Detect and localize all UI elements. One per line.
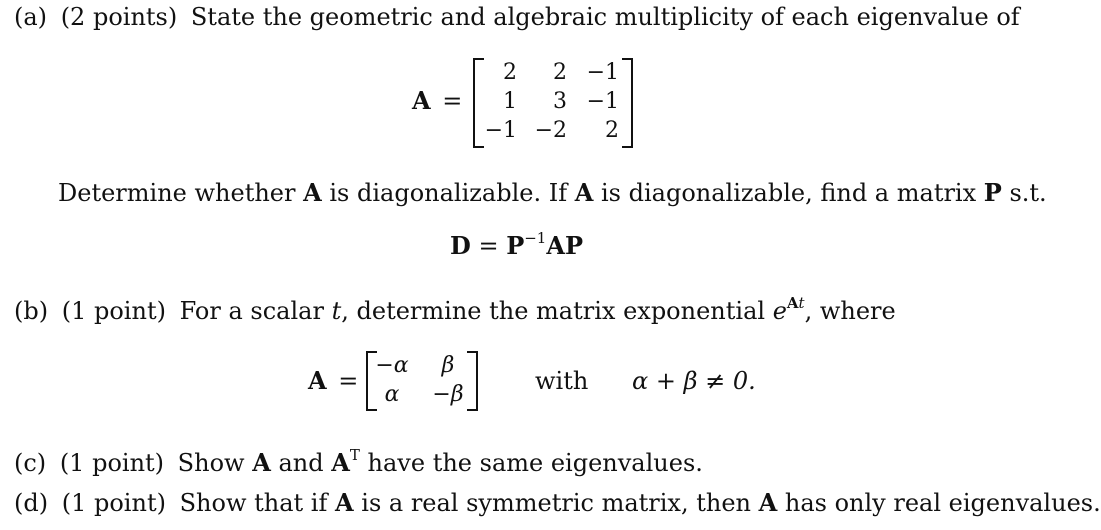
part-d-text-2: is a real symmetric matrix, then <box>361 489 751 517</box>
part-b-points: (1 point) <box>61 297 166 325</box>
eq-p: P <box>506 231 525 260</box>
part-d-text-1: Show that if <box>179 489 328 517</box>
part-a-label: (a) <box>14 3 48 31</box>
question-bold-a-2: A <box>574 178 594 207</box>
matrix-cell: 2 <box>503 60 517 85</box>
part-c-a: A <box>252 448 271 477</box>
question-text-2: is diagonalizable. If <box>329 179 568 207</box>
part-d-a1: A <box>335 488 354 517</box>
question-text-1: Determine whether <box>58 179 296 207</box>
exp-a: A <box>786 294 799 312</box>
exp-e: e <box>772 297 787 325</box>
matrix-cell: 2 <box>605 118 619 143</box>
part-c-text-3: have the same eigenvalues. <box>367 449 703 477</box>
question-bold-p: P <box>983 178 1002 207</box>
part-d-line <box>14 488 1101 518</box>
matrix-b-equals: = <box>338 367 359 395</box>
matrix-right-bracket <box>467 351 478 411</box>
part-d-points: (1 point) <box>61 489 166 517</box>
part-b-prompt-3: , where <box>804 297 896 325</box>
matrix-cell: −β <box>432 382 464 407</box>
part-c-at: A <box>331 448 350 477</box>
part-c-text-1: Show <box>177 449 245 477</box>
question-bold-a-1: A <box>303 178 322 207</box>
matrix-cell: −α <box>375 353 409 378</box>
part-c-line <box>14 448 703 478</box>
eq-ap: AP <box>546 231 584 260</box>
matrix-right-bracket <box>622 58 633 148</box>
part-d-text-3: has only real eigenvalues. <box>784 489 1101 517</box>
part-c-text-2: and <box>278 449 324 477</box>
matrix-a-name: A <box>412 86 431 115</box>
part-d-a2: A <box>758 488 778 517</box>
condition: α + β ≠ 0. <box>632 367 756 395</box>
part-a-question <box>58 178 1047 208</box>
matrix-cell: −1 <box>586 89 619 114</box>
matrix-cell: 1 <box>503 89 517 114</box>
part-a-points: (2 points) <box>60 3 178 31</box>
diagonalization-equation <box>450 231 583 261</box>
matrix-cell: α <box>384 382 400 407</box>
matrix-cell: β <box>441 353 455 378</box>
matrix-cell: −1 <box>484 118 517 143</box>
part-a-matrix-lhs <box>412 86 462 116</box>
transpose-mark: T <box>349 446 360 464</box>
part-b-var-t: t <box>331 297 342 325</box>
matrix-b-name: A <box>308 366 327 395</box>
eq-equals: = <box>470 232 507 260</box>
part-a-line <box>14 2 1020 32</box>
part-a-prompt: State the geometric and algebraic multiplicity of each eigenvalue of <box>190 3 1020 31</box>
part-b-matrix <box>366 351 478 411</box>
part-b-label: (b) <box>14 297 49 325</box>
question-text-4: s.t. <box>1009 179 1047 207</box>
part-b-matrix-lhs <box>308 366 358 396</box>
with-label: with <box>535 367 589 395</box>
part-b-prompt-2: , determine the matrix exponential <box>341 297 766 325</box>
matrix-cell: −2 <box>534 118 567 143</box>
matrix-cell: 3 <box>553 89 567 114</box>
eq-d: D <box>450 231 471 260</box>
part-b-line <box>14 296 896 326</box>
matrix-cell: −1 <box>586 60 619 85</box>
exp-t: t <box>798 294 805 312</box>
part-c-points: (1 point) <box>59 449 165 477</box>
matrix-cell: 2 <box>553 60 567 85</box>
matrix-a-equals: = <box>442 87 463 115</box>
part-c-label: (c) <box>14 449 47 477</box>
part-b-prompt-1: For a scalar <box>179 297 324 325</box>
question-text-3: is diagonalizable, find a matrix <box>601 179 977 207</box>
eq-inverse: −1 <box>524 229 547 247</box>
part-a-matrix <box>473 58 633 148</box>
part-d-label: (d) <box>14 489 49 517</box>
